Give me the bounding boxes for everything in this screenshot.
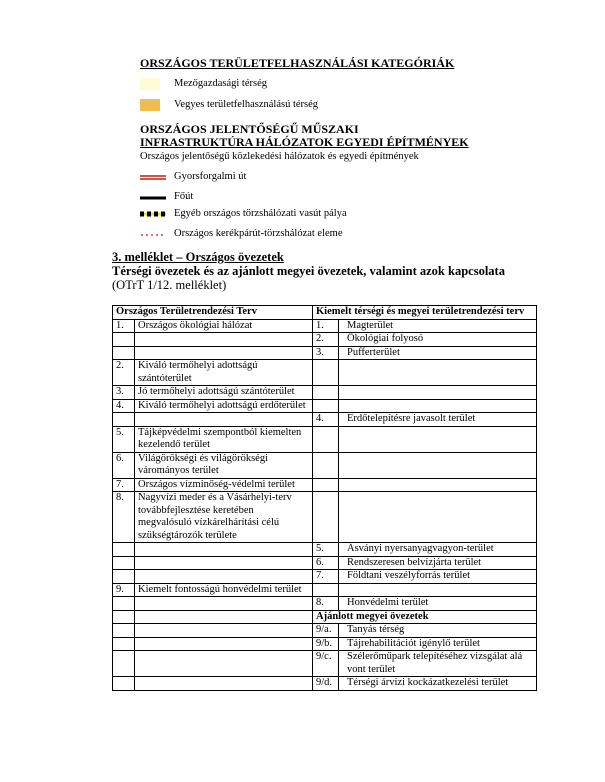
number-cell: 1.	[313, 319, 339, 333]
label-cell	[339, 492, 537, 543]
agricultural-swatch-icon	[140, 78, 160, 90]
label-cell	[135, 413, 313, 427]
double-red-line-icon	[140, 171, 166, 183]
table-row	[113, 426, 537, 452]
mixed-use-swatch-icon	[140, 99, 160, 111]
table-row	[113, 556, 537, 570]
legend-label: Országos kerékpárút-törzshálózat eleme	[174, 228, 343, 239]
table-row	[113, 677, 537, 691]
annex-title-prefix: 3. melléklet –	[112, 250, 186, 264]
number-cell: 4.	[313, 413, 339, 427]
label-cell	[339, 583, 537, 597]
label-cell	[135, 637, 313, 651]
label-cell: Kiemelt fontosságú honvédelmi terület	[135, 583, 313, 597]
number-cell: 2.	[113, 360, 135, 386]
number-cell	[313, 492, 339, 543]
number-cell	[313, 399, 339, 413]
number-cell	[313, 426, 339, 452]
legend-label: Gyorsforgalmi út	[174, 171, 247, 182]
label-cell: Országos ökológiai hálózat	[135, 319, 313, 333]
subheader-cell: Ajánlott megyei övezetek	[313, 610, 537, 624]
number-cell: 3.	[113, 386, 135, 400]
number-cell	[113, 543, 135, 557]
label-cell: Szélerőműpark telepítéséhez vizsgálat alá vont terület	[339, 651, 537, 677]
table-row	[113, 360, 537, 386]
legend-label: Főút	[174, 191, 194, 202]
table-row	[113, 651, 537, 677]
section2-subtitle: Országos jelentőségű közlekedési hálózatok és egyedi építmények	[140, 151, 419, 162]
label-cell: Erdőtelepítésre javasolt terület	[339, 413, 537, 427]
dotted-pink-line-icon	[140, 228, 166, 240]
number-cell	[113, 413, 135, 427]
number-cell: 9/b.	[313, 637, 339, 651]
label-cell	[135, 333, 313, 347]
label-cell: Jó termőhelyi adottságú szántóterület	[135, 386, 313, 400]
number-cell: 8.	[313, 597, 339, 611]
number-cell: 1.	[113, 319, 135, 333]
number-cell	[113, 637, 135, 651]
label-cell	[339, 426, 537, 452]
table-row	[113, 570, 537, 584]
number-cell: 5.	[113, 426, 135, 452]
section2-title-line1: ORSZÁGOS JELENTŐSÉGŰ MŰSZAKI	[140, 122, 359, 136]
label-cell: Ökológiai folyosó	[339, 333, 537, 347]
annex-title-main: Országos övezetek	[185, 250, 284, 264]
table-row	[113, 399, 537, 413]
table-row	[113, 452, 537, 478]
table-row	[113, 413, 537, 427]
railway-line-icon	[140, 208, 166, 220]
label-cell	[135, 677, 313, 691]
table-row	[113, 583, 537, 597]
table-row	[113, 610, 537, 624]
label-cell: Rendszeresen belvízjárta terület	[339, 556, 537, 570]
label-cell: Világörökségi és világörökségi várományos terület	[135, 452, 313, 478]
label-cell	[339, 478, 537, 492]
number-cell	[113, 556, 135, 570]
label-cell	[135, 346, 313, 360]
label-cell: Tájképvédelmi szempontból kiemelten kezelendő terület	[135, 426, 313, 452]
number-cell: 8.	[113, 492, 135, 543]
number-cell: 3.	[313, 346, 339, 360]
table-cell	[135, 610, 313, 624]
label-cell: Kiváló termőhelyi adottságú erdőterület	[135, 399, 313, 413]
number-cell	[313, 583, 339, 597]
label-cell: Nagyvízi meder és a Vásárhelyi-terv továbbfejlesztése keretében megvalósuló vízkárelhárítási célú szükségtározók területe	[135, 492, 313, 543]
label-cell: Földtani veszélyforrás terület	[339, 570, 537, 584]
label-cell	[339, 452, 537, 478]
number-cell: 6.	[113, 452, 135, 478]
table-row	[113, 492, 537, 543]
number-cell: 9/d.	[313, 677, 339, 691]
label-cell: Kiváló termőhelyi adottságú szántóterület	[135, 360, 313, 386]
number-cell: 5.	[313, 543, 339, 557]
number-cell	[313, 478, 339, 492]
label-cell: Tájrehabilitációt igénylő terület	[339, 637, 537, 651]
label-cell	[135, 543, 313, 557]
label-cell: Honvédelmi terület	[339, 597, 537, 611]
table-row	[113, 319, 537, 333]
number-cell: 7.	[313, 570, 339, 584]
number-cell: 9.	[113, 583, 135, 597]
number-cell: 4.	[113, 399, 135, 413]
header-left: Országos Területrendezési Terv	[113, 306, 313, 320]
table-row	[113, 637, 537, 651]
annex-reference: (OTrT 1/12. melléklet)	[112, 278, 227, 292]
section2-title-line2: INFRASTRUKTÚRA HÁLÓZATOK EGYEDI ÉPÍTMÉNYEK	[140, 135, 469, 149]
number-cell	[113, 677, 135, 691]
header-right: Kiemelt térségi és megyei területrendezési terv	[313, 306, 537, 320]
table-row	[113, 624, 537, 638]
number-cell	[113, 346, 135, 360]
label-cell: Tanyás térség	[339, 624, 537, 638]
annex-subtitle: Térségi övezetek és az ajánlott megyei övezetek, valamint azok kapcsolata	[112, 264, 505, 278]
number-cell	[113, 570, 135, 584]
legend-label: Egyéb országos törzshálózati vasút pálya	[174, 208, 347, 219]
table-header-row	[113, 306, 537, 320]
table-row	[113, 597, 537, 611]
label-cell	[135, 597, 313, 611]
section2-title	[140, 123, 469, 149]
number-cell	[113, 333, 135, 347]
table-row	[113, 346, 537, 360]
number-cell	[113, 651, 135, 677]
label-cell	[135, 651, 313, 677]
zones-table-body	[113, 306, 537, 691]
label-cell	[135, 556, 313, 570]
label-cell	[339, 386, 537, 400]
label-cell	[339, 399, 537, 413]
black-line-icon	[140, 191, 166, 203]
number-cell: 9/a.	[313, 624, 339, 638]
table-cell	[113, 610, 135, 624]
number-cell: 9/c.	[313, 651, 339, 677]
label-cell	[339, 360, 537, 386]
number-cell	[313, 452, 339, 478]
number-cell	[113, 624, 135, 638]
label-cell: Ásványi nyersanyagvagyon-terület	[339, 543, 537, 557]
number-cell: 6.	[313, 556, 339, 570]
label-cell: Országos vízminőség-védelmi terület	[135, 478, 313, 492]
number-cell	[313, 386, 339, 400]
table-row	[113, 543, 537, 557]
section1-title: ORSZÁGOS TERÜLETFELHASZNÁLÁSI KATEGÓRIÁK	[140, 56, 455, 70]
number-cell: 7.	[113, 478, 135, 492]
annex-title	[112, 250, 284, 265]
label-cell	[135, 624, 313, 638]
legend-label: Mezőgazdasági térség	[174, 78, 267, 89]
number-cell	[313, 360, 339, 386]
table-row	[113, 386, 537, 400]
table-row	[113, 478, 537, 492]
zones-table	[112, 305, 537, 691]
label-cell: Magterület	[339, 319, 537, 333]
label-cell: Térségi árvízi kockázatkezelési terület	[339, 677, 537, 691]
legend-label: Vegyes területfelhasználású térség	[174, 99, 319, 110]
number-cell: 2.	[313, 333, 339, 347]
number-cell	[113, 597, 135, 611]
label-cell: Pufferterület	[339, 346, 537, 360]
table-row	[113, 333, 537, 347]
label-cell	[135, 570, 313, 584]
